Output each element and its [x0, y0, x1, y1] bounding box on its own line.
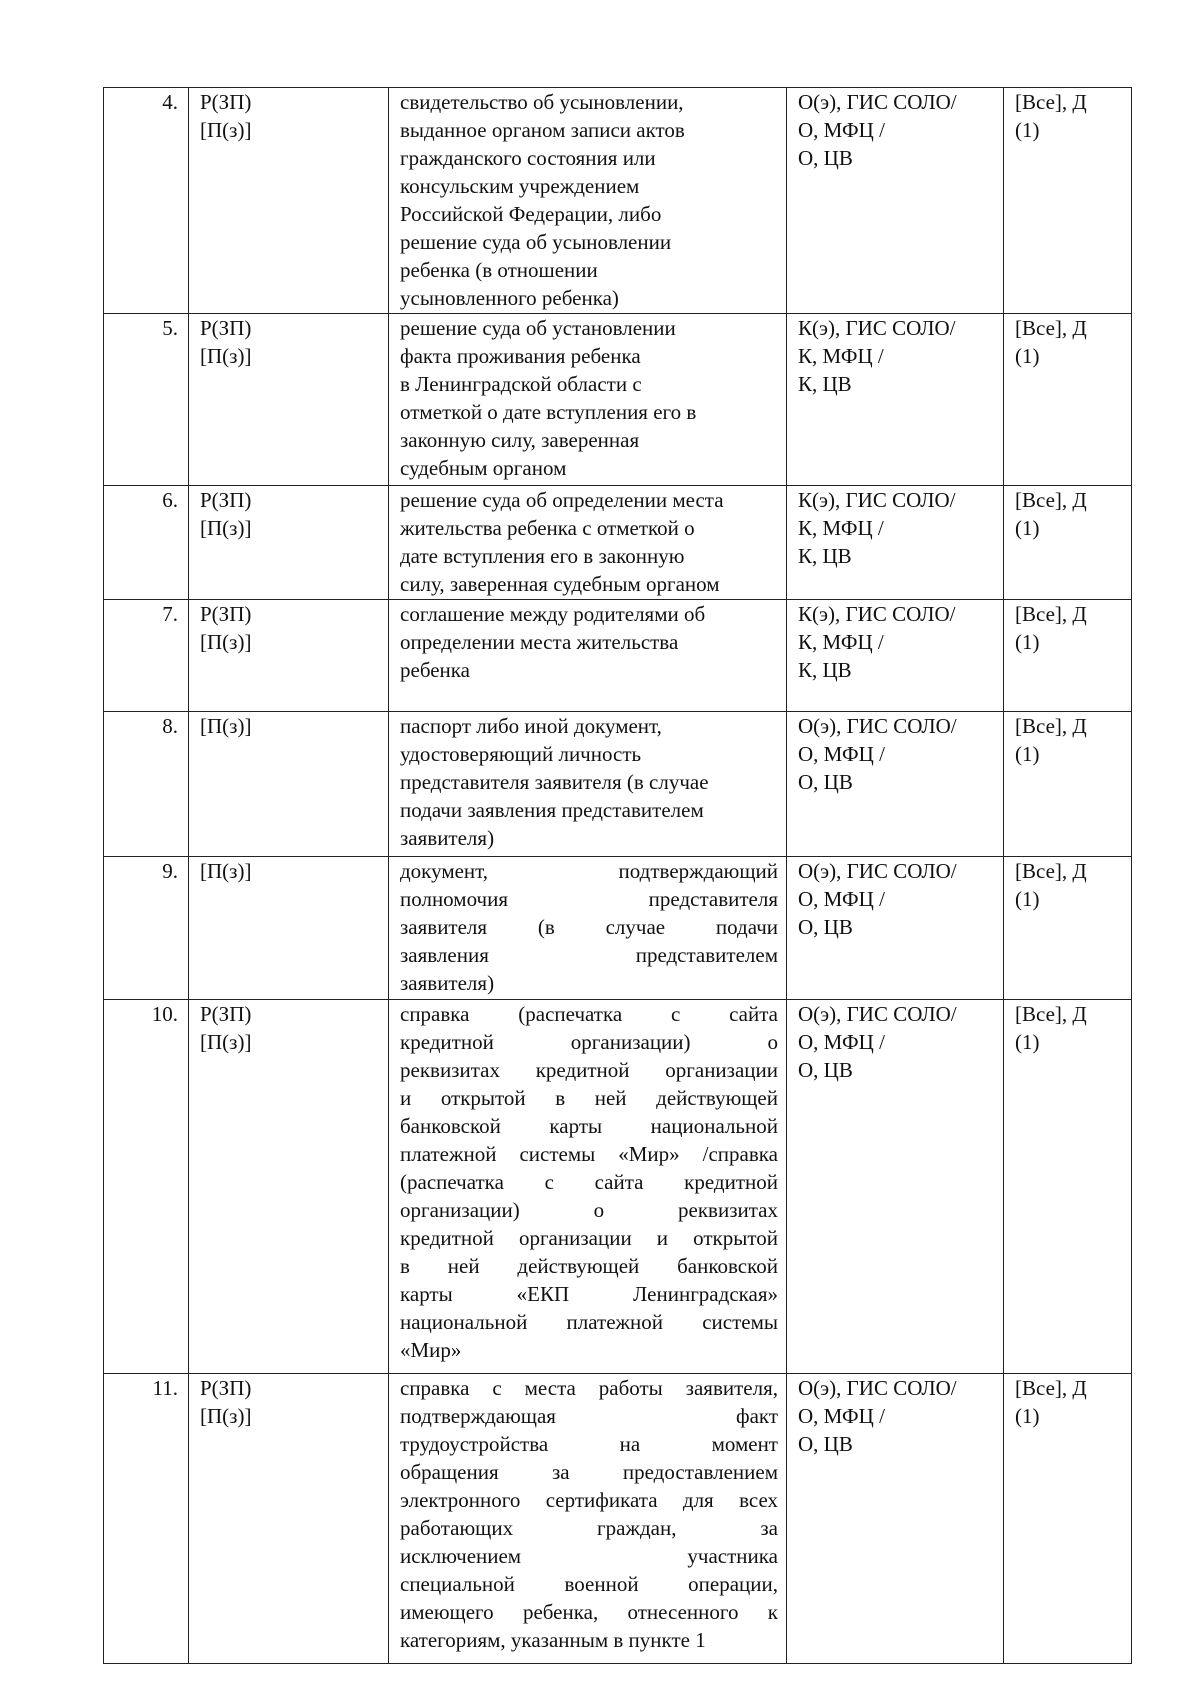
documents-table-body	[104, 88, 1132, 1664]
cell-text-line: свидетельство об усыновлении,	[400, 90, 684, 114]
cell-text-line: О, МФЦ /	[798, 1404, 885, 1428]
documents-table	[103, 87, 1132, 1664]
cell-text-line: [П(з)]	[200, 118, 252, 142]
document-description-cell	[389, 314, 787, 486]
table-row	[104, 857, 1132, 1000]
cell-text-line: [Все], Д	[1015, 488, 1087, 512]
usage-cell	[1004, 1000, 1132, 1374]
cell-text-line: [П(з)]	[200, 714, 252, 738]
submission-form-cell	[787, 314, 1004, 486]
cell-text-line: решение суда об установлении	[400, 316, 676, 340]
cell-text-line: законную силу, заверенная	[400, 428, 640, 452]
applicant-code-cell	[189, 88, 389, 314]
submission-form-cell	[787, 1374, 1004, 1664]
cell-text-line: заявителя)	[400, 971, 495, 995]
cell-text-line: Р(ЗП)	[200, 316, 252, 340]
cell-text-line: полномочия представителя	[400, 887, 778, 911]
cell-text-line: (1)	[1015, 742, 1040, 766]
cell-text-line: [Все], Д	[1015, 714, 1087, 738]
cell-text-line: [Все], Д	[1015, 1376, 1087, 1400]
cell-text-line: К(э), ГИС СОЛО/	[798, 488, 956, 512]
cell-text-line: усыновленного ребенка)	[400, 286, 619, 310]
cell-text-line: О, МФЦ /	[798, 1030, 885, 1054]
cell-text-line: национальной платежной системы	[400, 1310, 778, 1334]
cell-text-line: отметкой о дате вступления его в	[400, 400, 697, 424]
document-description-cell	[389, 600, 787, 712]
row-number: 7.	[162, 602, 178, 626]
usage-cell	[1004, 857, 1132, 1000]
row-number-cell	[104, 314, 189, 486]
cell-text-line: реквизитах кредитной организации	[400, 1058, 778, 1082]
cell-text-line: [Все], Д	[1015, 859, 1087, 883]
row-number: 8.	[162, 714, 178, 738]
submission-form-cell	[787, 1000, 1004, 1374]
row-number-cell	[104, 486, 189, 600]
cell-text-line: К, ЦВ	[798, 372, 852, 396]
cell-text-line: кредитной организации) о	[400, 1030, 778, 1054]
cell-text-line: К(э), ГИС СОЛО/	[798, 602, 956, 626]
cell-text-line: подачи заявления представителем	[400, 798, 704, 822]
cell-text-line: [Все], Д	[1015, 1002, 1087, 1026]
table-row	[104, 1374, 1132, 1664]
cell-text-line: организации) о реквизитах	[400, 1198, 778, 1222]
row-number: 9.	[162, 859, 178, 883]
applicant-code-cell	[189, 1374, 389, 1664]
submission-form-cell	[787, 600, 1004, 712]
row-number-cell	[104, 1374, 189, 1664]
cell-text-line: (1)	[1015, 118, 1040, 142]
cell-text-line: [П(з)]	[200, 859, 252, 883]
cell-text-line: О, ЦВ	[798, 770, 853, 794]
cell-text-line: решение суда об определении места	[400, 488, 724, 512]
cell-text-line: К, ЦВ	[798, 658, 852, 682]
cell-text-line: О, ЦВ	[798, 1432, 853, 1456]
cell-text-line: в ней действующей банковской	[400, 1254, 778, 1278]
cell-text-line: жительства ребенка с отметкой о	[400, 516, 695, 540]
cell-text-line: (1)	[1015, 1030, 1040, 1054]
cell-text-line: К, ЦВ	[798, 544, 852, 568]
document-description-cell	[389, 1000, 787, 1374]
cell-text-line: платежной системы «Мир» /справка	[400, 1142, 778, 1166]
cell-text-line: [П(з)]	[200, 1030, 252, 1054]
cell-text-line: Р(ЗП)	[200, 90, 252, 114]
usage-cell	[1004, 314, 1132, 486]
cell-text-line: паспорт либо иной документ,	[400, 714, 662, 738]
cell-text-line: трудоустройства на момент	[400, 1432, 778, 1456]
cell-text-line: решение суда об усыновлении	[400, 230, 672, 254]
cell-text-line: Р(ЗП)	[200, 1376, 252, 1400]
cell-text-line: (1)	[1015, 630, 1040, 654]
cell-text-line: определении места жительства	[400, 630, 679, 654]
cell-text-line: О, МФЦ /	[798, 118, 885, 142]
cell-text-line: [П(з)]	[200, 630, 252, 654]
cell-text-line: ребенка	[400, 658, 470, 682]
applicant-code-cell	[189, 712, 389, 857]
cell-text-line: имеющего ребенка, отнесенного к	[400, 1600, 778, 1624]
cell-text-line: К(э), ГИС СОЛО/	[798, 316, 956, 340]
cell-text-line: Российской Федерации, либо	[400, 202, 662, 226]
cell-text-line: [П(з)]	[200, 344, 252, 368]
usage-cell	[1004, 1374, 1132, 1664]
row-number-cell	[104, 88, 189, 314]
cell-text-line: О(э), ГИС СОЛО/	[798, 1376, 957, 1400]
submission-form-cell	[787, 712, 1004, 857]
cell-text-line: факта проживания ребенка	[400, 344, 641, 368]
cell-text-line: О(э), ГИС СОЛО/	[798, 1002, 957, 1026]
cell-text-line: силу, заверенная судебным органом	[400, 572, 720, 596]
cell-text-line: О, ЦВ	[798, 146, 853, 170]
cell-text-line: заявителя (в случае подачи	[400, 915, 778, 939]
cell-text-line: кредитной организации и открытой	[400, 1226, 778, 1250]
document-description-cell	[389, 857, 787, 1000]
submission-form-cell	[787, 857, 1004, 1000]
cell-text-line: (распечатка с сайта кредитной	[400, 1170, 778, 1194]
cell-text-line: О, МФЦ /	[798, 742, 885, 766]
cell-text-line: Р(ЗП)	[200, 488, 252, 512]
cell-text-line: К, МФЦ /	[798, 516, 884, 540]
row-number: 5.	[162, 316, 178, 340]
row-number: 10.	[151, 1002, 178, 1026]
cell-text-line: справка (распечатка с сайта	[400, 1002, 778, 1026]
cell-text-line: исключением участника	[400, 1544, 778, 1568]
submission-form-cell	[787, 486, 1004, 600]
document-description-cell	[389, 486, 787, 600]
applicant-code-cell	[189, 857, 389, 1000]
cell-text-line: карты «ЕКП Ленинградская»	[400, 1282, 778, 1306]
cell-text-line: банковской карты национальной	[400, 1114, 778, 1138]
row-number: 11.	[152, 1376, 178, 1400]
applicant-code-cell	[189, 600, 389, 712]
row-number: 4.	[162, 90, 178, 114]
cell-text-line: Р(ЗП)	[200, 1002, 252, 1026]
cell-text-line: О, ЦВ	[798, 915, 853, 939]
cell-text-line: специальной военной операции,	[400, 1572, 778, 1596]
cell-text-line: электронного сертификата для всех	[400, 1488, 778, 1512]
table-row	[104, 600, 1132, 712]
cell-text-line: удостоверяющий личность	[400, 742, 642, 766]
cell-text-line: [П(з)]	[200, 1404, 252, 1428]
table-row	[104, 314, 1132, 486]
document-description-cell	[389, 712, 787, 857]
cell-text-line: (1)	[1015, 344, 1040, 368]
usage-cell	[1004, 486, 1132, 600]
row-number-cell	[104, 712, 189, 857]
cell-text-line: О(э), ГИС СОЛО/	[798, 90, 957, 114]
cell-text-line: К, МФЦ /	[798, 630, 884, 654]
cell-text-line: обращения за предоставлением	[400, 1460, 778, 1484]
cell-text-line: подтверждающая факт	[400, 1404, 778, 1428]
row-number-cell	[104, 857, 189, 1000]
applicant-code-cell	[189, 1000, 389, 1374]
cell-text-line: [Все], Д	[1015, 602, 1087, 626]
applicant-code-cell	[189, 486, 389, 600]
usage-cell	[1004, 712, 1132, 857]
cell-text-line: «Мир»	[400, 1338, 462, 1362]
applicant-code-cell	[189, 314, 389, 486]
cell-text-line: (1)	[1015, 516, 1040, 540]
document-description-cell	[389, 88, 787, 314]
cell-text-line: О(э), ГИС СОЛО/	[798, 859, 957, 883]
cell-text-line: работающих граждан, за	[400, 1516, 778, 1540]
row-number-cell	[104, 1000, 189, 1374]
submission-form-cell	[787, 88, 1004, 314]
cell-text-line: справка с места работы заявителя,	[400, 1376, 778, 1400]
cell-text-line: ребенка (в отношении	[400, 258, 598, 282]
cell-text-line: судебным органом	[400, 456, 567, 480]
cell-text-line: и открытой в ней действующей	[400, 1086, 778, 1110]
cell-text-line: консульским учреждением	[400, 174, 640, 198]
cell-text-line: заявления представителем	[400, 943, 778, 967]
table-row	[104, 486, 1132, 600]
cell-text-line: соглашение между родителями об	[400, 602, 706, 626]
cell-text-line: выданное органом записи актов	[400, 118, 685, 142]
cell-text-line: О, ЦВ	[798, 1058, 853, 1082]
cell-text-line: категориям, указанным в пункте 1	[400, 1628, 706, 1652]
cell-text-line: гражданского состояния или	[400, 146, 656, 170]
cell-text-line: К, МФЦ /	[798, 344, 884, 368]
cell-text-line: [П(з)]	[200, 516, 252, 540]
cell-text-line: [Все], Д	[1015, 316, 1087, 340]
row-number: 6.	[162, 488, 178, 512]
cell-text-line: (1)	[1015, 887, 1040, 911]
cell-text-line: О(э), ГИС СОЛО/	[798, 714, 957, 738]
usage-cell	[1004, 600, 1132, 712]
table-row	[104, 88, 1132, 314]
cell-text-line: заявителя)	[400, 826, 495, 850]
usage-cell	[1004, 88, 1132, 314]
cell-text-line: О, МФЦ /	[798, 887, 885, 911]
cell-text-line: документ, подтверждающий	[400, 859, 778, 883]
cell-text-line: (1)	[1015, 1404, 1040, 1428]
cell-text-line: Р(ЗП)	[200, 602, 252, 626]
document-description-cell	[389, 1374, 787, 1664]
table-row	[104, 1000, 1132, 1374]
cell-text-line: представителя заявителя (в случае	[400, 770, 709, 794]
cell-text-line: в Ленинградской области с	[400, 372, 642, 396]
cell-text-line: [Все], Д	[1015, 90, 1087, 114]
cell-text-line: дате вступления его в законную	[400, 544, 685, 568]
table-row	[104, 712, 1132, 857]
row-number-cell	[104, 600, 189, 712]
